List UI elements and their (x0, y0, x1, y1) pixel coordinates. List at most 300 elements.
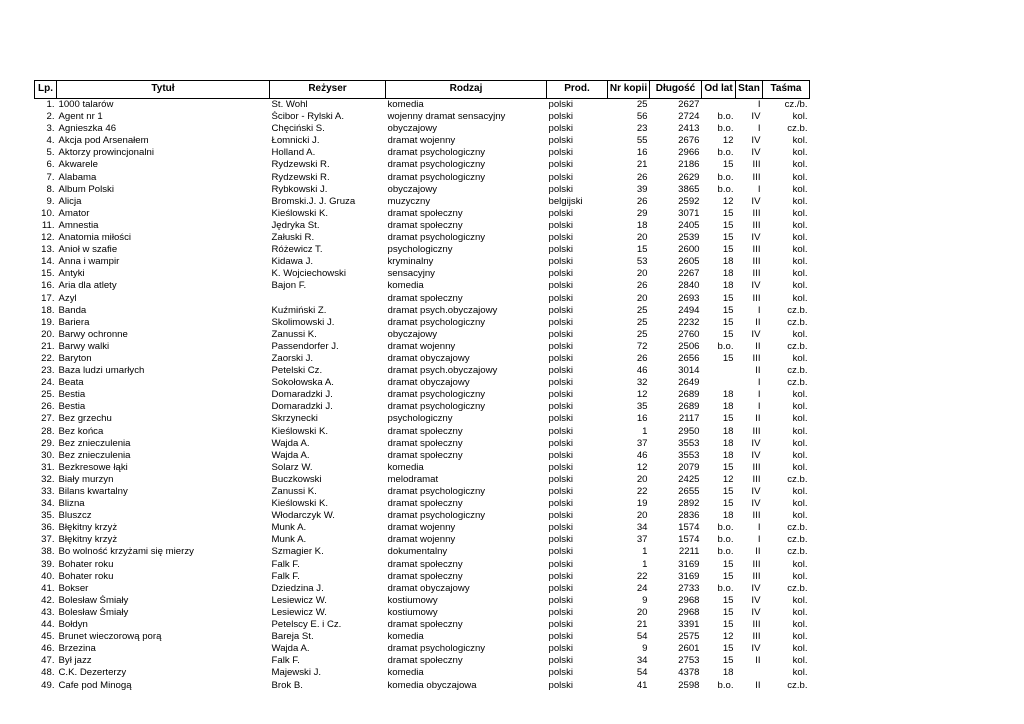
film-title-cell: Barwy walki (58, 340, 110, 352)
header-length: Długość (650, 81, 702, 99)
director-cell: Solarz W. (271, 461, 313, 473)
age-rating-cell: 15 (722, 292, 734, 304)
genre-cell: dramat psychologiczny (387, 486, 486, 497)
tape-type-cell: kol. (792, 486, 808, 497)
copy-number-cell: 53 (636, 256, 648, 268)
condition-cell: III (752, 207, 761, 219)
tape-type-cell: kol. (792, 292, 808, 304)
tape-type-cell: kol. (792, 352, 808, 364)
film-title-cell: Bestia (58, 389, 86, 401)
condition-cell: II (755, 546, 761, 558)
film-title-cell: Anna i wampir (58, 256, 120, 268)
film-title-cell: Blizna (58, 498, 85, 510)
production-cell: polski (548, 292, 574, 304)
genre-cell: dramat społeczny (387, 655, 463, 667)
table-row (35, 559, 810, 571)
table-row (35, 401, 810, 413)
age-rating-cell: 15 (722, 219, 734, 231)
copy-number-cell: 54 (636, 667, 648, 679)
production-cell: polski (548, 606, 574, 618)
film-title-cell: Agent nr 1 (58, 111, 103, 123)
row-number-cell: 21. (41, 340, 55, 352)
length-cell: 1574 (678, 534, 700, 546)
row-number-cell: 28. (41, 425, 55, 437)
production-cell: polski (548, 135, 574, 147)
length-cell: 2689 (678, 401, 700, 413)
condition-cell: IV (751, 232, 761, 244)
age-rating-cell: 18 (722, 401, 734, 413)
tape-type-cell: kol. (792, 594, 808, 606)
director-cell: Wajda A. (271, 643, 310, 655)
production-cell: polski (548, 570, 574, 582)
table-row (35, 534, 810, 546)
copy-number-cell: 25 (636, 99, 648, 110)
production-cell: polski (548, 413, 574, 425)
genre-cell: dramat wojenny (387, 135, 456, 147)
row-number-cell: 17. (41, 292, 55, 304)
director-cell: Rybkowski J. (271, 183, 328, 195)
row-number-cell: 40. (41, 570, 55, 582)
tape-type-cell: kol. (792, 147, 808, 159)
film-title-cell: Antyki (58, 268, 85, 280)
director-cell: Holland A. (271, 147, 316, 159)
director-cell: Majewski J. (271, 667, 322, 679)
production-cell: polski (548, 437, 574, 449)
tape-type-cell: kol. (792, 219, 808, 231)
director-cell: Kuźmiński Z. (271, 304, 327, 316)
table-row (35, 426, 810, 438)
genre-cell: obyczajowy (387, 328, 438, 340)
condition-cell: III (752, 558, 761, 570)
age-rating-cell: b.o. (717, 340, 734, 352)
condition-cell: I (757, 99, 761, 110)
director-cell: Sokołowska A. (271, 377, 334, 389)
production-cell: polski (548, 498, 574, 510)
genre-cell: psychologiczny (387, 244, 453, 256)
genre-cell: dramat społeczny (387, 425, 463, 437)
condition-cell: IV (751, 606, 761, 618)
film-title-cell: Bezkresowe łąki (58, 461, 128, 473)
production-cell: polski (548, 667, 574, 679)
condition-cell: I (757, 534, 761, 546)
tape-type-cell: kol. (792, 606, 808, 618)
length-cell: 3391 (678, 619, 700, 631)
film-title-cell: Bestia (58, 401, 86, 413)
length-cell: 2724 (678, 111, 700, 123)
header-age-rating: Od lat (702, 81, 736, 99)
production-cell: polski (548, 111, 574, 123)
age-rating-cell: 18 (722, 449, 734, 461)
length-cell: 2892 (678, 498, 700, 510)
genre-cell: dramat psychologiczny (387, 389, 486, 401)
film-title-cell: Bohater roku (58, 570, 114, 582)
production-cell: polski (548, 619, 574, 631)
film-title-cell: Bołdyn (58, 619, 88, 631)
table-row (35, 462, 810, 474)
production-cell: polski (548, 582, 574, 594)
condition-cell: III (752, 159, 761, 171)
genre-cell: dramat psychologiczny (387, 316, 486, 328)
table-row (35, 305, 810, 317)
age-rating-cell (702, 365, 736, 377)
copy-number-cell: 20 (636, 606, 648, 618)
film-title-cell: Bilans kwartalny (58, 486, 128, 497)
director-cell: Bromski.J. J. Gruza (271, 195, 356, 207)
director-cell: Kieślowski K. (271, 498, 329, 510)
film-title-cell: Błękitny krzyż (58, 534, 118, 546)
length-cell: 2629 (678, 171, 700, 183)
production-cell: polski (548, 546, 574, 558)
table-row (35, 607, 810, 619)
copy-number-cell: 20 (636, 232, 648, 244)
director-cell: Bareja St. (271, 631, 314, 643)
condition-cell: IV (751, 195, 761, 207)
condition-cell: III (752, 619, 761, 631)
age-rating-cell: b.o. (717, 123, 734, 135)
length-cell: 2601 (678, 643, 700, 655)
director-cell: Petelscy E. i Cz. (271, 619, 342, 631)
tape-type-cell: cz.b. (787, 522, 808, 534)
copy-number-cell: 9 (642, 643, 648, 655)
age-rating-cell: 15 (722, 498, 734, 510)
genre-cell: dramat psychologiczny (387, 159, 486, 171)
table-row (35, 341, 810, 353)
copy-number-cell: 1 (642, 425, 648, 437)
row-number-cell: 13. (41, 244, 55, 256)
age-rating-cell: 15 (722, 159, 734, 171)
production-cell: polski (548, 244, 574, 256)
length-cell: 2836 (678, 510, 700, 522)
director-cell: Wajda A. (271, 437, 310, 449)
length-cell: 3169 (678, 558, 700, 570)
tape-type-cell: kol. (792, 328, 808, 340)
table-row (35, 159, 810, 171)
tape-type-cell: kol. (792, 401, 808, 413)
condition-cell: IV (751, 147, 761, 159)
copy-number-cell: 32 (636, 377, 648, 389)
director-cell: K. Wojciechowski (271, 268, 346, 280)
copy-number-cell: 22 (636, 486, 648, 497)
production-cell: polski (548, 631, 574, 643)
production-cell: polski (548, 534, 574, 546)
table-row (35, 329, 810, 341)
condition-cell: III (752, 244, 761, 256)
production-cell: polski (548, 99, 574, 110)
copy-number-cell: 34 (636, 655, 648, 667)
length-cell: 1574 (678, 522, 700, 534)
table-row (35, 377, 810, 389)
genre-cell: dramat psychologiczny (387, 147, 486, 159)
copy-number-cell: 23 (636, 123, 648, 135)
genre-cell: obyczajowy (387, 123, 438, 135)
copy-number-cell: 20 (636, 292, 648, 304)
genre-cell: dramat psychologiczny (387, 510, 486, 522)
genre-cell: dramat społeczny (387, 437, 463, 449)
row-number-cell: 29. (41, 437, 55, 449)
row-number-cell: 7. (46, 171, 55, 183)
table-row (35, 220, 810, 232)
age-rating-cell: b.o. (717, 522, 734, 534)
length-cell: 2600 (678, 244, 700, 256)
table-row (35, 293, 810, 305)
copy-number-cell: 37 (636, 534, 648, 546)
table-row (35, 365, 810, 377)
header-production: Prod. (547, 81, 608, 99)
condition-cell: III (752, 425, 761, 437)
row-number-cell: 25. (41, 389, 55, 401)
tape-type-cell: kol. (792, 232, 808, 244)
condition-cell: III (752, 292, 761, 304)
age-rating-cell (702, 99, 736, 112)
film-title-cell: Azyl (58, 292, 77, 304)
length-cell: 2627 (678, 99, 700, 110)
age-rating-cell: 15 (722, 606, 734, 618)
table-row (35, 353, 810, 365)
genre-cell: kostiumowy (387, 606, 438, 618)
row-number-cell: 6. (46, 159, 55, 171)
copy-number-cell: 56 (636, 111, 648, 123)
length-cell: 2211 (678, 546, 700, 558)
condition-cell: III (752, 473, 761, 485)
row-number-cell: 14. (41, 256, 55, 268)
table-row (35, 438, 810, 450)
length-cell: 2656 (678, 352, 700, 364)
age-rating-cell: 18 (722, 437, 734, 449)
production-cell: polski (548, 655, 574, 667)
condition-cell: II (755, 365, 761, 377)
tape-type-cell: kol. (792, 667, 808, 679)
row-number-cell: 36. (41, 522, 55, 534)
table-row (35, 135, 810, 147)
table-row (35, 280, 810, 292)
age-rating-cell: 15 (722, 352, 734, 364)
film-title-cell: Bokser (58, 582, 89, 594)
length-cell: 2649 (678, 377, 700, 389)
age-rating-cell: 15 (722, 619, 734, 631)
header-tape: Taśma (763, 81, 810, 99)
production-cell: polski (548, 183, 574, 195)
tape-type-cell: kol. (792, 389, 808, 401)
age-rating-cell: 15 (722, 244, 734, 256)
condition-cell: I (757, 183, 761, 195)
length-cell: 2733 (678, 582, 700, 594)
age-rating-cell: 12 (722, 631, 734, 643)
genre-cell: dramat wojenny (387, 522, 456, 534)
table-row (35, 595, 810, 607)
age-rating-cell: 18 (722, 667, 734, 679)
table-row (35, 643, 810, 655)
row-number-cell: 11. (41, 219, 55, 231)
production-cell: polski (548, 389, 574, 401)
row-number-cell: 46. (41, 643, 55, 655)
header-lp: Lp. (35, 81, 57, 99)
age-rating-cell: 15 (722, 413, 734, 425)
genre-cell: kryminalny (387, 256, 434, 268)
table-row (35, 583, 810, 595)
copy-number-cell: 22 (636, 570, 648, 582)
row-number-cell: 45. (41, 631, 55, 643)
row-number-cell: 20. (41, 328, 55, 340)
length-cell: 3865 (678, 183, 700, 195)
condition-cell: II (755, 679, 761, 691)
length-cell: 2753 (678, 655, 700, 667)
age-rating-cell: 15 (722, 316, 734, 328)
production-cell: polski (548, 473, 574, 485)
condition-cell: IV (751, 328, 761, 340)
length-cell: 2575 (678, 631, 700, 643)
film-title-cell: Biały murzyn (58, 473, 114, 485)
age-rating-cell: 18 (722, 268, 734, 280)
production-cell: polski (548, 268, 574, 280)
genre-cell: melodramat (387, 473, 439, 485)
tape-type-cell: kol. (792, 425, 808, 437)
length-cell: 2760 (678, 328, 700, 340)
director-cell: Załuski R. (271, 232, 315, 244)
tape-type-cell: kol. (792, 570, 808, 582)
condition-cell: I (757, 522, 761, 534)
row-number-cell: 16. (41, 280, 55, 292)
tape-type-cell: cz.b. (787, 679, 808, 691)
director-cell: Zanussi K. (271, 486, 317, 497)
table-row (35, 317, 810, 329)
tape-type-cell: cz.b. (787, 340, 808, 352)
genre-cell: psychologiczny (387, 413, 453, 425)
director-cell: Rydzewski R. (271, 159, 330, 171)
table-row (35, 522, 810, 534)
age-rating-cell: 15 (722, 304, 734, 316)
length-cell: 3553 (678, 449, 700, 461)
production-cell: polski (548, 449, 574, 461)
age-rating-cell: b.o. (717, 147, 734, 159)
row-number-cell: 24. (41, 377, 55, 389)
length-cell: 2840 (678, 280, 700, 292)
director-cell: Łomnicki J. (271, 135, 320, 147)
table-row (35, 184, 810, 196)
film-title-cell: Alicja (58, 195, 82, 207)
genre-cell: wojenny dramat sensacyjny (387, 111, 506, 123)
production-cell: polski (548, 377, 574, 389)
director-cell: Chęciński S. (271, 123, 325, 135)
tape-type-cell: cz.b. (787, 316, 808, 328)
tape-type-cell: kol. (792, 268, 808, 280)
director-cell: Różewicz T. (271, 244, 323, 256)
production-cell: polski (548, 510, 574, 522)
length-cell: 2539 (678, 232, 700, 244)
genre-cell: komedia (387, 280, 424, 292)
production-cell: polski (548, 365, 574, 377)
film-title-cell: 1000 talarów (58, 99, 114, 110)
table-row (35, 123, 810, 135)
age-rating-cell: 15 (722, 643, 734, 655)
production-cell: polski (548, 304, 574, 316)
tape-type-cell: kol. (792, 159, 808, 171)
director-cell: Munk A. (271, 522, 307, 534)
age-rating-cell: 12 (722, 473, 734, 485)
genre-cell: dramat społeczny (387, 292, 463, 304)
table-row (35, 680, 810, 692)
length-cell: 3071 (678, 207, 700, 219)
film-title-cell: Bo wolność krzyżami się mierzy (58, 546, 194, 558)
copy-number-cell: 15 (636, 244, 648, 256)
row-number-cell: 39. (41, 558, 55, 570)
genre-cell: dramat społeczny (387, 570, 463, 582)
row-number-cell: 8. (46, 183, 55, 195)
tape-type-cell: kol. (792, 510, 808, 522)
genre-cell: dramat psych.obyczajowy (387, 365, 498, 377)
film-title-cell: Aktorzy prowincjonalni (58, 147, 154, 159)
age-rating-cell: 18 (722, 510, 734, 522)
tape-type-cell: kol. (792, 280, 808, 292)
director-cell: Zanussi K. (271, 328, 317, 340)
row-number-cell: 41. (41, 582, 55, 594)
table-row (35, 474, 810, 486)
genre-cell: komedia (387, 461, 424, 473)
director-cell: Falk F. (271, 558, 300, 570)
header-copy-number: Nr kopii (608, 81, 650, 99)
copy-number-cell: 24 (636, 582, 648, 594)
length-cell: 3553 (678, 437, 700, 449)
table-row (35, 546, 810, 558)
row-number-cell: 23. (41, 365, 55, 377)
genre-cell: komedia (387, 99, 424, 110)
age-rating-cell: 15 (722, 232, 734, 244)
length-cell: 3169 (678, 570, 700, 582)
production-cell: polski (548, 352, 574, 364)
copy-number-cell: 25 (636, 328, 648, 340)
condition-cell: I (757, 377, 761, 389)
table-body (35, 99, 810, 692)
director-cell: Munk A. (271, 534, 307, 546)
tape-type-cell: cz.b. (787, 473, 808, 485)
film-title-cell: Brunet wieczorową porą (58, 631, 162, 643)
production-cell: polski (548, 558, 574, 570)
production-cell: polski (548, 401, 574, 413)
row-number-cell: 34. (41, 498, 55, 510)
age-rating-cell: b.o. (717, 546, 734, 558)
length-cell: 2494 (678, 304, 700, 316)
film-title-cell: Bez znieczulenia (58, 449, 131, 461)
condition-cell: III (752, 171, 761, 183)
tape-type-cell: kol. (792, 437, 808, 449)
director-cell: Kidawa J. (271, 256, 314, 268)
row-number-cell: 12. (41, 232, 55, 244)
condition-cell: IV (751, 498, 761, 510)
condition-cell: III (752, 256, 761, 268)
director-cell: Włodarczyk W. (271, 510, 335, 522)
director-cell: Passendorfer J. (271, 340, 339, 352)
genre-cell: dokumentalny (387, 546, 448, 558)
condition-cell (736, 667, 763, 679)
table-row (35, 389, 810, 401)
condition-cell: II (755, 340, 761, 352)
tape-type-cell: cz.b. (787, 304, 808, 316)
production-cell: polski (548, 280, 574, 292)
film-title-cell: Bez znieczulenia (58, 437, 131, 449)
length-cell: 2966 (678, 147, 700, 159)
copy-number-cell: 39 (636, 183, 648, 195)
table-row (35, 111, 810, 123)
condition-cell: III (752, 268, 761, 280)
copy-number-cell: 16 (636, 413, 648, 425)
film-title-cell: Album Polski (58, 183, 114, 195)
length-cell: 2605 (678, 256, 700, 268)
table-row (35, 196, 810, 208)
tape-type-cell: cz.b. (787, 377, 808, 389)
age-rating-cell: 18 (722, 425, 734, 437)
film-title-cell: Bolesław Śmiały (58, 594, 129, 606)
film-title-cell: Baryton (58, 352, 92, 364)
film-title-cell: Bolesław Śmiały (58, 606, 129, 618)
